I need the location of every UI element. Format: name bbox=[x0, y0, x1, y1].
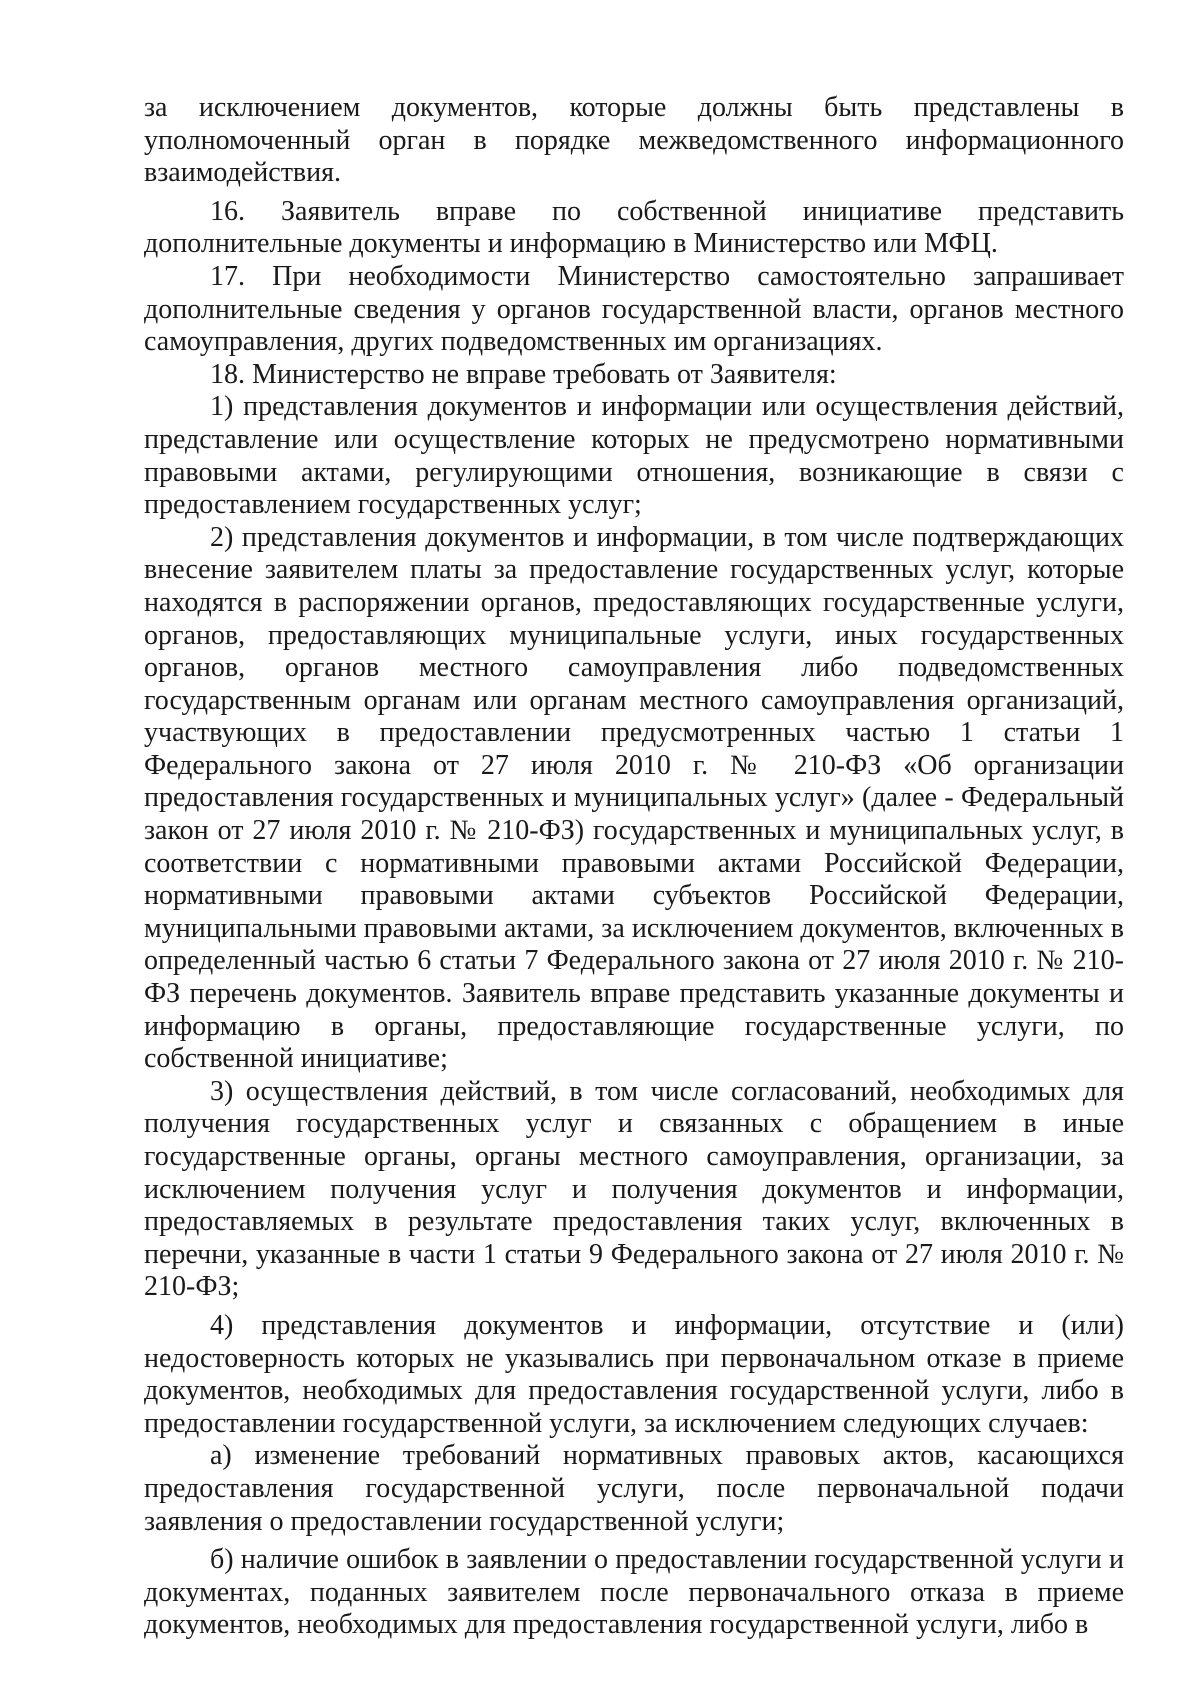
document-body bbox=[144, 92, 1124, 1642]
list-item-2: 2) представления документов и информации, в том числе подтверждающих внесение заявителем платы за предоставление государственных услуг, которые находятся в распоряжении органов, предоставляющих государственные услуги, органов, предоставляющих муниципальные услуги, иных государственных органов, органов местного самоуправления либо подведомственных государственным органам или органам местного самоуправления организаций, участвующих в предоставлении предусмотренных частью 1 статьи 1 Федерального закона от 27 июля 2010 г. № 210-ФЗ «Об организации предоставления государственных и муниципальных услуг» (далее - Федеральный закон от 27 июля 2010 г. № 210-ФЗ) государственных и муниципальных услуг, в соответствии с нормативными правовыми актами Российской Федерации, нормативными правовыми актами субъектов Российской Федерации, муниципальными правовыми актами, за исключением документов, включенных в определенный частью 6 статьи 7 Федерального закона от 27 июля 2010 г. № 210-ФЗ перечень документов. Заявитель вправе представить указанные документы и информацию в органы, предоставляющие государственные услуги, по собственной инициативе; bbox=[144, 521, 1124, 1075]
list-item-4: 4) представления документов и информации, отсутствие и (или) недостоверность которых не указывались при первоначальном отказе в приеме документов, необходимых для предоставления государственной услуги, либо в предоставлении государственной услуги, за исключением следующих случаев: bbox=[144, 1309, 1124, 1439]
paragraph-17: 17. При необходимости Министерство самостоятельно запрашивает дополнительные сведения у органов государственной власти, органов местного самоуправления, других подведомственных им организациях. bbox=[144, 260, 1124, 358]
paragraph-continuation: за исключением документов, которые должны быть представлены в уполномоченный орган в порядке межведомственного информационного взаимодействия. bbox=[144, 92, 1124, 189]
paragraph-18: 18. Министерство не вправе требовать от Заявителя: bbox=[210, 358, 837, 390]
sub-item-b: б) наличие ошибок в заявлении о предоставлении государственной услуги и документах, поданных заявителем после первоначального отказа в приеме документов, необходимых для предоставления государственной услуги, либо в bbox=[144, 1544, 1124, 1641]
sub-item-a: а) изменение требований нормативных правовых актов, касающихся предоставления государственной услуги, после первоначальной подачи заявления о предоставлении государственной услуги; bbox=[144, 1440, 1124, 1537]
list-item-3: 3) осуществления действий, в том числе согласований, необходимых для получения государственных услуг и связанных с обращением в иные государственные органы, органы местного самоуправления, организации, за исключением получения услуг и получения документов и информации, предоставляемых в результате предоставления таких услуг, включенных в перечни, указанные в части 1 статьи 9 Федерального закона от 27 июля 2010 г. № 210-ФЗ; bbox=[144, 1075, 1124, 1303]
paragraph-16: 16. Заявитель вправе по собственной инициативе представить дополнительные документы и информацию в Министерство или МФЦ. bbox=[144, 195, 1124, 260]
list-item-1: 1) представления документов и информации или осуществления действий, представление или осуществление которых не предусмотрено нормативными правовыми актами, регулирующими отношения, возникающие в связи с предоставлением государственных услуг; bbox=[144, 391, 1124, 521]
